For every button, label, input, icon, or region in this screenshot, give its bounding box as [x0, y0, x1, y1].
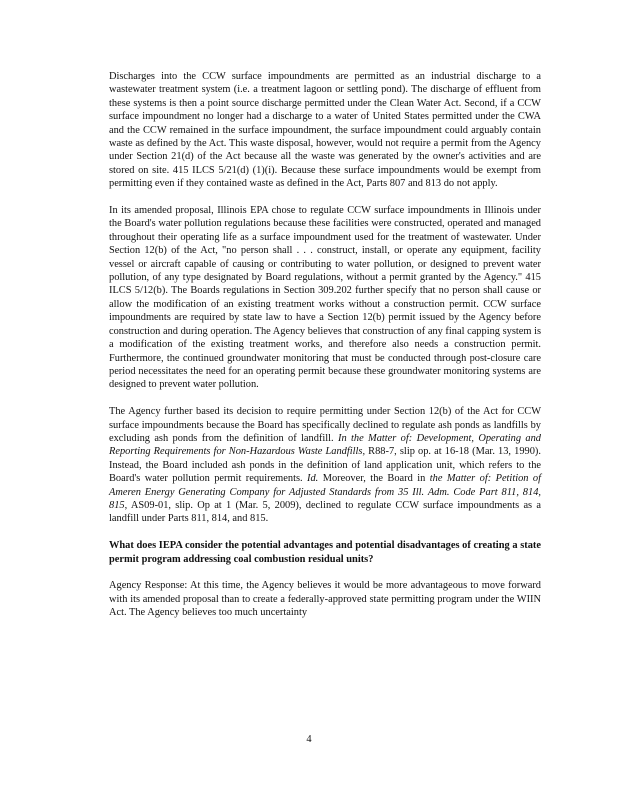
- question-heading: What does IEPA consider the potential advantages and potential disadvantages of creating a state permit program addressing coal combustion residual units?: [109, 540, 541, 565]
- case-citation: the Matter of: Petition of Ameren Energy Generating Company for Adjusted Standards from 35 Ill. Adm. Code Part 811, 814, 815: [109, 473, 542, 511]
- paragraph-agency-decision: [109, 405, 541, 526]
- paragraph-ccw-discharges: Discharges into the CCW surface impoundments are permitted as an industrial discharge to a wastewater treatment system (i.e. a treatment lagoon or settling pond). The discharge of effluent from these systems is then a point source discharge permitted under the Clean Water Act. Second, if a CCW surface impoundment no longer had a discharge to a water of United States permitted under the CWA and the CCW remained in the surface impoundment, the surface impoundment could arguably contain waste as defined by the Act. This waste disposal, however, would not require a permit from the Agency under Section 21(d) of the Act because all the waste was generated by the owner's activities and are stored on site. 415 ILCS 5/21(d) (1)(i). Because these surface impoundments would be exempt from permitting even if they contained waste as defined in the Act, Parts 807 and 813 do not apply.: [109, 71, 541, 190]
- paragraph-amended-proposal: In its amended proposal, Illinois EPA chose to regulate CCW surface impoundments in Illinois under the Board's water pollution regulations because these facilities were constructed, operated and managed throughout their operating life as a surface impoundment used for the treatment of wastewater. Under Section 12(b) of the Act, "no person shall . . . construct, install, or operate any equipment, facility vessel or aircraft capable of causing or contributing to water pollution, or designed to prevent water pollution, of any type designated by Board regulations, without a permit granted by the Agency." 415 ILCS 5/12(b). The Boards regulations in Section 309.202 further specify that no person shall cause or allow the modification of an existing treatment works without a construction permit. CCW surface impoundments are required by state law to have a Section 12(b) permit issued by the Agency before construction and during operation. The Agency believes that construction of any final capping system is a modification of the existing treatment works, and therefore also needs a construction permit. Furthermore, the continued groundwater monitoring that must be conducted through post-closure care period necessitates the need for an operating permit because these groundwater monitoring systems are designed to prevent water pollution.: [109, 205, 541, 391]
- id-citation: Id.: [307, 473, 319, 485]
- paragraph-text: The Agency further based its decision to require permitting under Section 12(b) of the Act for CCW surface impoundments because the Board has specifically declined to regulate ash ponds as landfills by excluding ash ponds from the definition of landfill.: [109, 406, 541, 444]
- paragraph-text: , AS09-01, slip. Op at 1 (Mar. 5, 2009), declined to regulate CCW surface impoundments as a landfill under Parts 811, 814, and 815.: [109, 499, 541, 525]
- paragraph-text: Moreover, the Board in: [318, 473, 430, 485]
- document-body: [109, 70, 541, 633]
- case-citation: In the Matter of: Development, Operating and Reporting Requirements for Non-Hazardous Waste Landfills,: [109, 432, 541, 458]
- page-number: 4: [306, 734, 312, 745]
- paragraph-text: R88-7, slip op. at 16-18 (Mar. 13, 1990). Instead, the Board included ash ponds in the definition of land application unit, which refers to the Board's water pollution permit requirements.: [109, 446, 541, 485]
- agency-response: Agency Response: At this time, the Agency believes it would be more advantageous to move forward with its amended proposal than to create a federally-approved state permitting program under the WIIN Act. The Agency believes too much uncertainty: [109, 580, 541, 619]
